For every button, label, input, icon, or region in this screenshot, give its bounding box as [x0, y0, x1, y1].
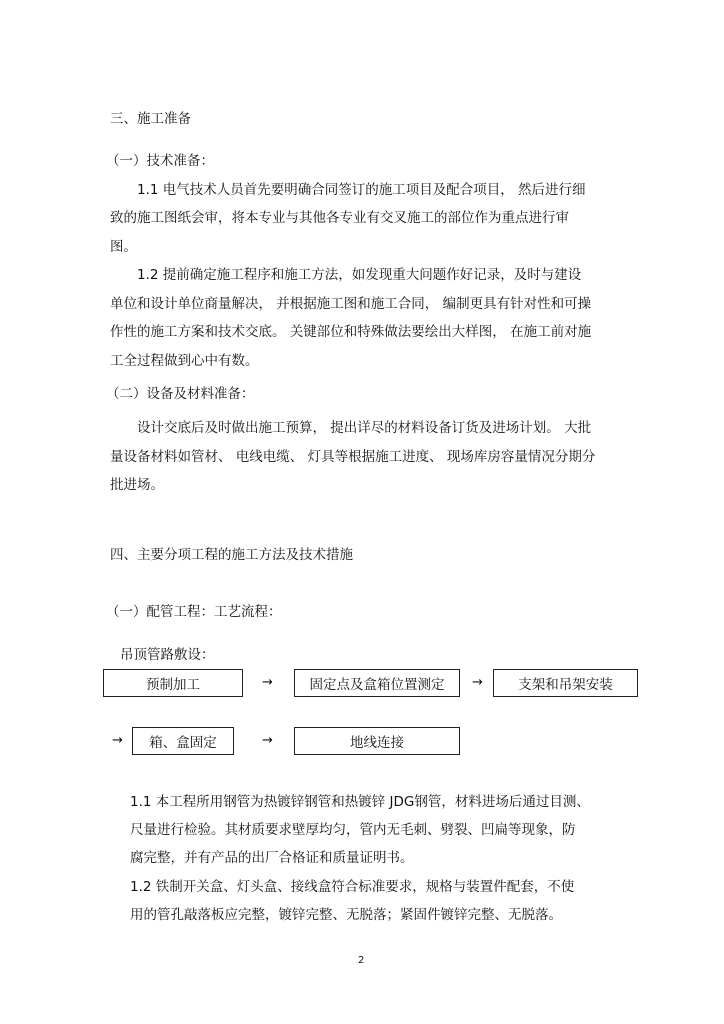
flow-step-2: 固定点及盒箱位置测定: [294, 669, 460, 697]
flow-step-3: 支架和吊架安装: [493, 669, 638, 697]
flow-arrow-1: →: [262, 675, 273, 690]
section-4-sub1-title: （一）配管工程：工艺流程：: [106, 604, 282, 620]
para-2-line3: 批进场。: [110, 477, 164, 493]
para-1-2-line2: 单位和设计单位商量解决， 并根据施工图和施工合同， 编制更具有针对性和可操: [110, 296, 592, 312]
para-3-1-line3: 腐完整，并有产品的出厂合格证和质量证明书。: [130, 850, 414, 866]
para-3-2-line1: 1.2 铁制开关盒、灯头盒、接线盒符合标准要求，规格与装置件配套，不使: [130, 879, 575, 895]
para-3-1-line1: 1.1 本工程所用钢管为热镀锌钢管和热镀锌 JDG钢管，材料进场后通过目测、: [130, 794, 590, 810]
section-4-title: 四、主要分项工程的施工方法及技术措施: [110, 547, 353, 563]
flow-arrow-4: →: [262, 733, 273, 748]
para-2-line1: 设计交底后及时做出施工预算， 提出详尽的材料设备订货及进场计划。 大批: [137, 420, 592, 436]
flow-step-1: 预制加工: [103, 669, 243, 697]
flow-arrow-2: →: [472, 675, 483, 690]
para-1-1-line3: 图。: [110, 239, 137, 255]
section-3-sub2-title: （二）设备及材料准备：: [106, 386, 255, 402]
para-1-2-line4: 工全过程做到心中有数。: [110, 353, 259, 369]
para-2-line2: 量设备材料如管材、 电线电缆、 灯具等根据施工进度、 现场库房容量情况分期分: [110, 449, 596, 465]
para-1-2-line1: 1.2 提前确定施工程序和施工方法，如发现重大问题作好记录，及时与建设: [137, 267, 582, 283]
flow-step-4: 箱、盒固定: [132, 727, 234, 755]
section-3-title: 三、施工准备: [110, 111, 191, 127]
para-1-1-line1: 1.1 电气技术人员首先要明确合同签订的施工项目及配合项目， 然后进行细: [137, 182, 586, 198]
para-1-1-line2: 致的施工图纸会审，将本专业与其他各专业有交叉施工的部位作为重点进行审: [110, 210, 569, 226]
page-number: 2: [358, 955, 365, 966]
flow-arrow-3: →: [112, 733, 123, 748]
para-3-1-line2: 尺量进行检验。其材质要求壁厚均匀，管内无毛刺、劈裂、凹扁等现象，防: [130, 822, 576, 838]
para-1-2-line3: 作性的施工方案和技术交底。 关键部位和特殊做法要绘出大样图， 在施工前对施: [110, 324, 592, 340]
flow-label: 吊顶管路敷设：: [120, 647, 215, 663]
para-3-2-line2: 用的管孔敲落板应完整，镀锌完整、无脱落；紧固件镀锌完整、无脱落。: [130, 907, 562, 923]
flow-step-5: 地线连接: [294, 727, 460, 755]
section-3-sub1-title: （一）技术准备：: [106, 153, 214, 169]
